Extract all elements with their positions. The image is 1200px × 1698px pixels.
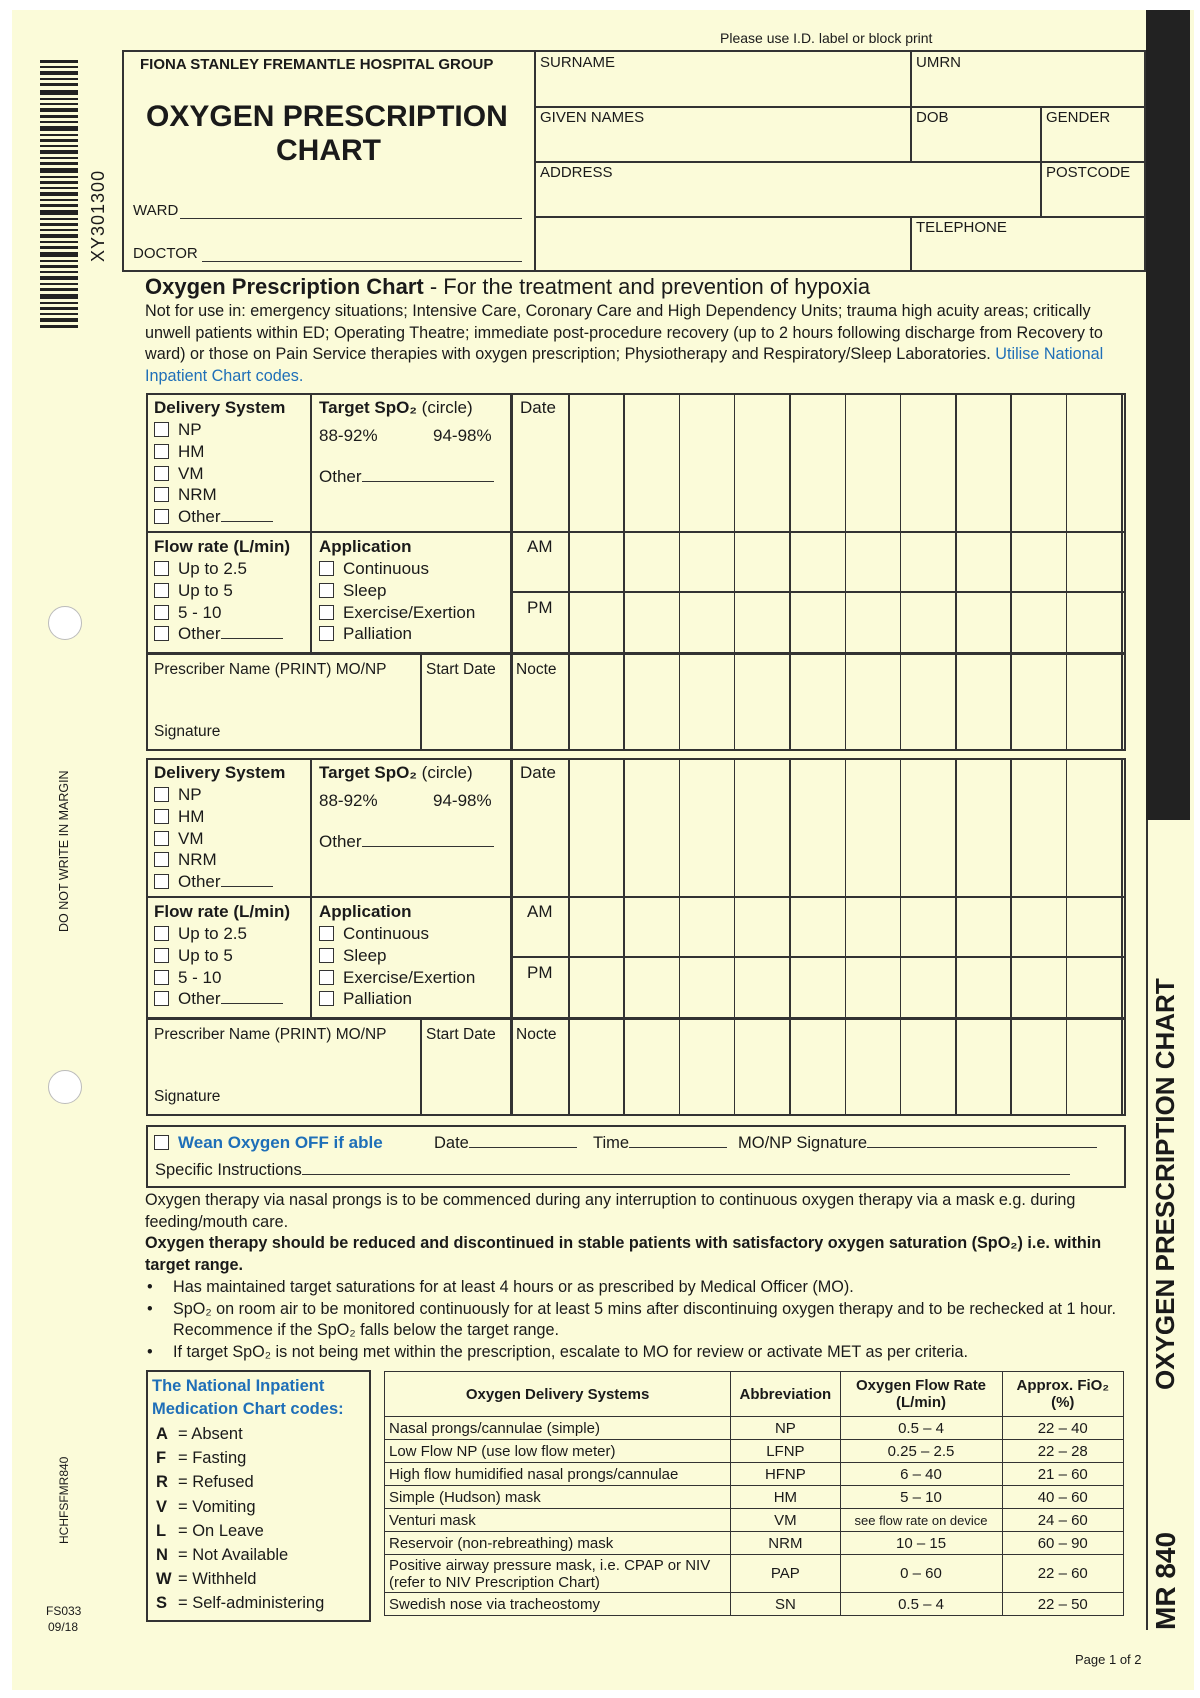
target-88-92[interactable]: 88-92% bbox=[319, 791, 378, 810]
intro-text: Not for use in: emergency situations; Intensive Care, Coronary Care and High Dependency Units; trauma high acuity areas; critically unwell patients within ED; Operating Theatre; immediate post-procedure recovery (up to 2 hours following discharge from Recovery to ward) or those on Pain Service therapies with oxygen prescription; Physiotherapy and Respiratory/Sleep Laboratories. Utilise National Inpatient Chart codes. bbox=[145, 302, 1104, 385]
barcode bbox=[40, 60, 80, 330]
flow-rate-heading: Flow rate (L/min) bbox=[154, 902, 290, 921]
delivery-option-other[interactable]: Other bbox=[154, 872, 273, 892]
code-item: L = On Leave bbox=[156, 1521, 264, 1540]
table-row: High flow humidified nasal prongs/cannulae HFNP 6 – 40 21 – 60 bbox=[385, 1463, 1124, 1486]
delivery-system-heading: Delivery System bbox=[154, 398, 286, 417]
target-other[interactable]: Other bbox=[319, 467, 494, 487]
flow-rate-heading: Flow rate (L/min) bbox=[154, 537, 290, 556]
am-label: AM bbox=[527, 902, 553, 921]
target-94-98[interactable]: 94-98% bbox=[433, 791, 492, 810]
table-row: Nasal prongs/cannulae (simple) NP 0.5 – 4 22 – 40 bbox=[385, 1417, 1124, 1440]
flow-option[interactable]: Up to 2.5 bbox=[154, 924, 247, 944]
application-option[interactable]: Palliation bbox=[319, 989, 412, 1009]
delivery-option-vm[interactable]: VM bbox=[154, 464, 204, 484]
delivery-system-heading: Delivery System bbox=[154, 763, 286, 782]
application-option[interactable]: Palliation bbox=[319, 624, 412, 644]
hospital-name: FIONA STANLEY FREMANTLE HOSPITAL GROUP bbox=[140, 56, 494, 73]
wean-time[interactable]: Time bbox=[593, 1134, 727, 1153]
start-date-field[interactable]: Start Date bbox=[426, 661, 496, 678]
table-row: Positive airway pressure mask, i.e. CPAP or NIV (refer to NIV Prescription Chart) PAP 0 – 60 22 – 60 bbox=[385, 1555, 1124, 1593]
codes-list bbox=[156, 1422, 324, 1616]
note-paragraph-bold: Oxygen therapy should be reduced and discontinued in stable patients with satisfactory oxygen saturation (SpO₂) i.e. within target range. bbox=[145, 1234, 1102, 1275]
ward-label: WARD bbox=[133, 202, 179, 219]
doctor-label: DOCTOR bbox=[133, 245, 198, 262]
postcode-field[interactable]: POSTCODE bbox=[1046, 164, 1131, 181]
side-title: OXYGEN PRESCRIPTION CHART bbox=[1150, 978, 1180, 1390]
application-option[interactable]: Exercise/Exertion bbox=[319, 603, 475, 623]
punch-hole bbox=[48, 1070, 82, 1104]
col-header: Oxygen Flow Rate (L/min) bbox=[840, 1372, 1002, 1417]
delivery-option-vm[interactable]: VM bbox=[154, 829, 204, 849]
side-black-bar bbox=[1146, 10, 1190, 820]
target-spo2-heading: Target SpO₂ (circle) bbox=[319, 763, 473, 782]
target-other[interactable]: Other bbox=[319, 832, 494, 852]
application-option[interactable]: Continuous bbox=[319, 924, 429, 944]
wean-oxygen-checkbox[interactable]: Wean Oxygen OFF if able bbox=[154, 1133, 383, 1153]
oxygen-systems-table bbox=[384, 1371, 1124, 1616]
code-item: V = Vomiting bbox=[156, 1497, 256, 1516]
table-row: Venturi mask VM see flow rate on device 24 – 60 bbox=[385, 1509, 1124, 1532]
col-header: Approx. FiO₂ (%) bbox=[1002, 1372, 1124, 1417]
application-option[interactable]: Sleep bbox=[319, 581, 386, 601]
delivery-option-other[interactable]: Other bbox=[154, 507, 273, 527]
application-heading: Application bbox=[319, 537, 412, 556]
application-option[interactable]: Continuous bbox=[319, 559, 429, 579]
note-paragraph: Oxygen therapy via nasal prongs is to be commenced during any interruption to continuous oxygen therapy via a mask e.g. during feeding/mouth care. bbox=[145, 1191, 1076, 1231]
flow-option[interactable]: Up to 5 bbox=[154, 581, 233, 601]
flow-option[interactable]: 5 - 10 bbox=[154, 603, 221, 623]
do-not-write-margin: DO NOT WRITE IN MARGIN bbox=[57, 770, 71, 932]
wean-signature[interactable]: MO/NP Signature bbox=[738, 1134, 1097, 1153]
telephone-field[interactable]: TELEPHONE bbox=[916, 219, 1007, 236]
id-label-note: Please use I.D. label or block print bbox=[720, 30, 933, 46]
date-label: Date bbox=[520, 763, 556, 782]
target-spo2-heading: Target SpO₂ (circle) bbox=[319, 398, 473, 417]
dob-field[interactable]: DOB bbox=[916, 109, 949, 126]
flow-option[interactable]: Other bbox=[154, 624, 283, 644]
intro-heading: Oxygen Prescription Chart - For the treatment and prevention of hypoxia bbox=[145, 274, 871, 299]
target-94-98[interactable]: 94-98% bbox=[433, 426, 492, 445]
flow-option[interactable]: 5 - 10 bbox=[154, 968, 221, 988]
punch-hole bbox=[48, 606, 82, 640]
nocte-label: Nocte bbox=[516, 661, 557, 678]
application-option[interactable]: Sleep bbox=[319, 946, 386, 966]
note-bullet: • SpO₂ on room air to be monitored continuously for at least 5 mins after discontinuing oxygen therapy and to be rechecked at 1 hour. Recommence if the SpO₂ falls below the target range. bbox=[147, 1299, 1117, 1340]
delivery-option-nrm[interactable]: NRM bbox=[154, 485, 217, 505]
codes-title: The National Inpatient Medication Chart codes: bbox=[152, 1377, 344, 1418]
flow-option[interactable]: Other bbox=[154, 989, 283, 1009]
gender-field[interactable]: GENDER bbox=[1046, 109, 1111, 126]
table-row: Swedish nose via tracheostomy SN 0.5 – 4 22 – 50 bbox=[385, 1593, 1124, 1616]
note-bullet: • Has maintained target saturations for at least 4 hours or as prescribed by Medical Officer (MO). bbox=[147, 1277, 854, 1296]
flow-option[interactable]: Up to 2.5 bbox=[154, 559, 247, 579]
fs-code: FS033 bbox=[46, 1604, 82, 1618]
surname-field[interactable]: SURNAME bbox=[540, 54, 616, 71]
side-divider bbox=[1146, 820, 1148, 1630]
nocte-label: Nocte bbox=[516, 1026, 557, 1043]
umrn-field[interactable]: UMRN bbox=[916, 54, 961, 71]
delivery-option-np[interactable]: NP bbox=[154, 785, 202, 805]
date-label: Date bbox=[520, 398, 556, 417]
address-field[interactable]: ADDRESS bbox=[540, 164, 613, 181]
start-date-field[interactable]: Start Date bbox=[426, 1026, 496, 1043]
specific-instructions[interactable]: Specific Instructions bbox=[155, 1161, 1070, 1180]
form-code: HCHFSFMR840 bbox=[57, 1456, 71, 1544]
table-row: Low Flow NP (use low flow meter) LFNP 0.25 – 2.5 22 – 28 bbox=[385, 1440, 1124, 1463]
prescription-block bbox=[146, 758, 1126, 1116]
pm-label: PM bbox=[527, 963, 553, 982]
delivery-option-hm[interactable]: HM bbox=[154, 807, 204, 827]
delivery-option-np[interactable]: NP bbox=[154, 420, 202, 440]
table-row: Reservoir (non-rebreathing) mask NRM 10 – 15 60 – 90 bbox=[385, 1532, 1124, 1555]
code-item: F = Fasting bbox=[156, 1449, 247, 1468]
prescription-block bbox=[146, 393, 1126, 751]
application-heading: Application bbox=[319, 902, 412, 921]
note-bullet: • If target SpO₂ is not being met within the prescription, escalate to MO for review or activate MET as per criteria. bbox=[147, 1342, 969, 1361]
signature-field[interactable]: Signature bbox=[154, 723, 221, 740]
given-names-field[interactable]: GIVEN NAMES bbox=[540, 109, 645, 126]
code-item: N = Not Available bbox=[156, 1546, 289, 1565]
form-title-line1: OXYGEN PRESCRIPTION bbox=[146, 100, 508, 133]
code-item: S = Self-administering bbox=[156, 1594, 325, 1613]
flow-option[interactable]: Up to 5 bbox=[154, 946, 233, 966]
delivery-option-nrm[interactable]: NRM bbox=[154, 850, 217, 870]
prescriber-name-field[interactable]: Prescriber Name (PRINT) MO/NP bbox=[154, 661, 387, 678]
prescriber-name-field[interactable]: Prescriber Name (PRINT) MO/NP bbox=[154, 1026, 387, 1043]
wean-date[interactable]: Date bbox=[434, 1134, 577, 1153]
target-88-92[interactable]: 88-92% bbox=[319, 426, 378, 445]
col-header: Abbreviation bbox=[731, 1372, 840, 1417]
delivery-option-hm[interactable]: HM bbox=[154, 442, 204, 462]
code-item: A = Absent bbox=[156, 1425, 243, 1443]
code-item: W = Withheld bbox=[156, 1570, 257, 1589]
fs-date: 09/18 bbox=[48, 1620, 79, 1634]
pm-label: PM bbox=[527, 598, 553, 617]
signature-field[interactable]: Signature bbox=[154, 1088, 221, 1105]
table-row: Simple (Hudson) mask HM 5 – 10 40 – 60 bbox=[385, 1486, 1124, 1509]
ward-field[interactable] bbox=[180, 218, 522, 219]
form-title-line2: CHART bbox=[276, 134, 381, 167]
therapy-notes bbox=[145, 1190, 1120, 1364]
page-number: Page 1 of 2 bbox=[1075, 1652, 1142, 1667]
barcode-number: XY301300 bbox=[88, 169, 108, 262]
code-item: R = Refused bbox=[156, 1473, 254, 1492]
doctor-field[interactable] bbox=[202, 261, 522, 262]
mr-number: MR 840 bbox=[1150, 1531, 1181, 1630]
am-label: AM bbox=[527, 537, 553, 556]
application-option[interactable]: Exercise/Exertion bbox=[319, 968, 475, 988]
col-header: Oxygen Delivery Systems bbox=[385, 1372, 731, 1417]
